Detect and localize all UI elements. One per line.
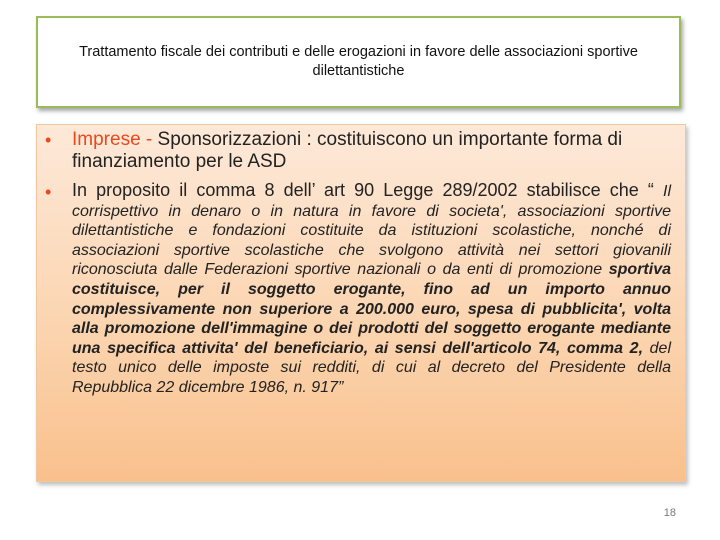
- bullet-list: [37, 129, 685, 398]
- bullet-intro: In proposito il comma 8 dell’ art 90 Legge 289/2002 stabilisce che “: [72, 180, 663, 200]
- bullet-marker: •: [45, 182, 52, 202]
- slide-number: 18: [663, 507, 676, 519]
- bullet-sponsorships: [37, 129, 685, 173]
- slide-title: Trattamento fiscale dei contributi e delle erogazioni in favore delle associazioni sportive dilettantistiche: [79, 44, 638, 79]
- content-box: [36, 124, 686, 482]
- law-quote: [72, 181, 671, 398]
- bullet-text: Sponsorizzazioni : costituiscono un importante forma di finanziamento per le ASD: [72, 129, 623, 172]
- title-box: [36, 16, 681, 108]
- quote-italic: Il corrispettivo in denaro o in natura in favore di societa', associazioni sportive dilettantistiche e fondazioni costituite da istituzioni scolastiche, nonché di associazioni sportive scolastiche che svolgono attività nei settori giovanili riconosciuta dalle Federazioni sportive nazionali o da enti di promozione: [72, 183, 671, 279]
- bullet-legal-reference: [37, 181, 685, 398]
- bullet-accent-text: Imprese -: [72, 129, 158, 150]
- quote-tail: del testo unico delle imposte sui redditi, di cui al decreto del Presidente della Repubblica 22 dicembre 1986, n. 917”: [72, 339, 671, 396]
- quote-bold-italic: sportiva costituisce, per il soggetto erogante, fino ad un importo annuo complessivamente non superiore a 200.000 euro, spesa di pubblicita', volta alla promozione dell'immagine o dei prodotti del soggetto erogante mediante una specifica attivita' del beneficiario, ai sensi dell'articolo 74, comma 2,: [72, 261, 671, 357]
- bullet-marker: •: [45, 130, 52, 150]
